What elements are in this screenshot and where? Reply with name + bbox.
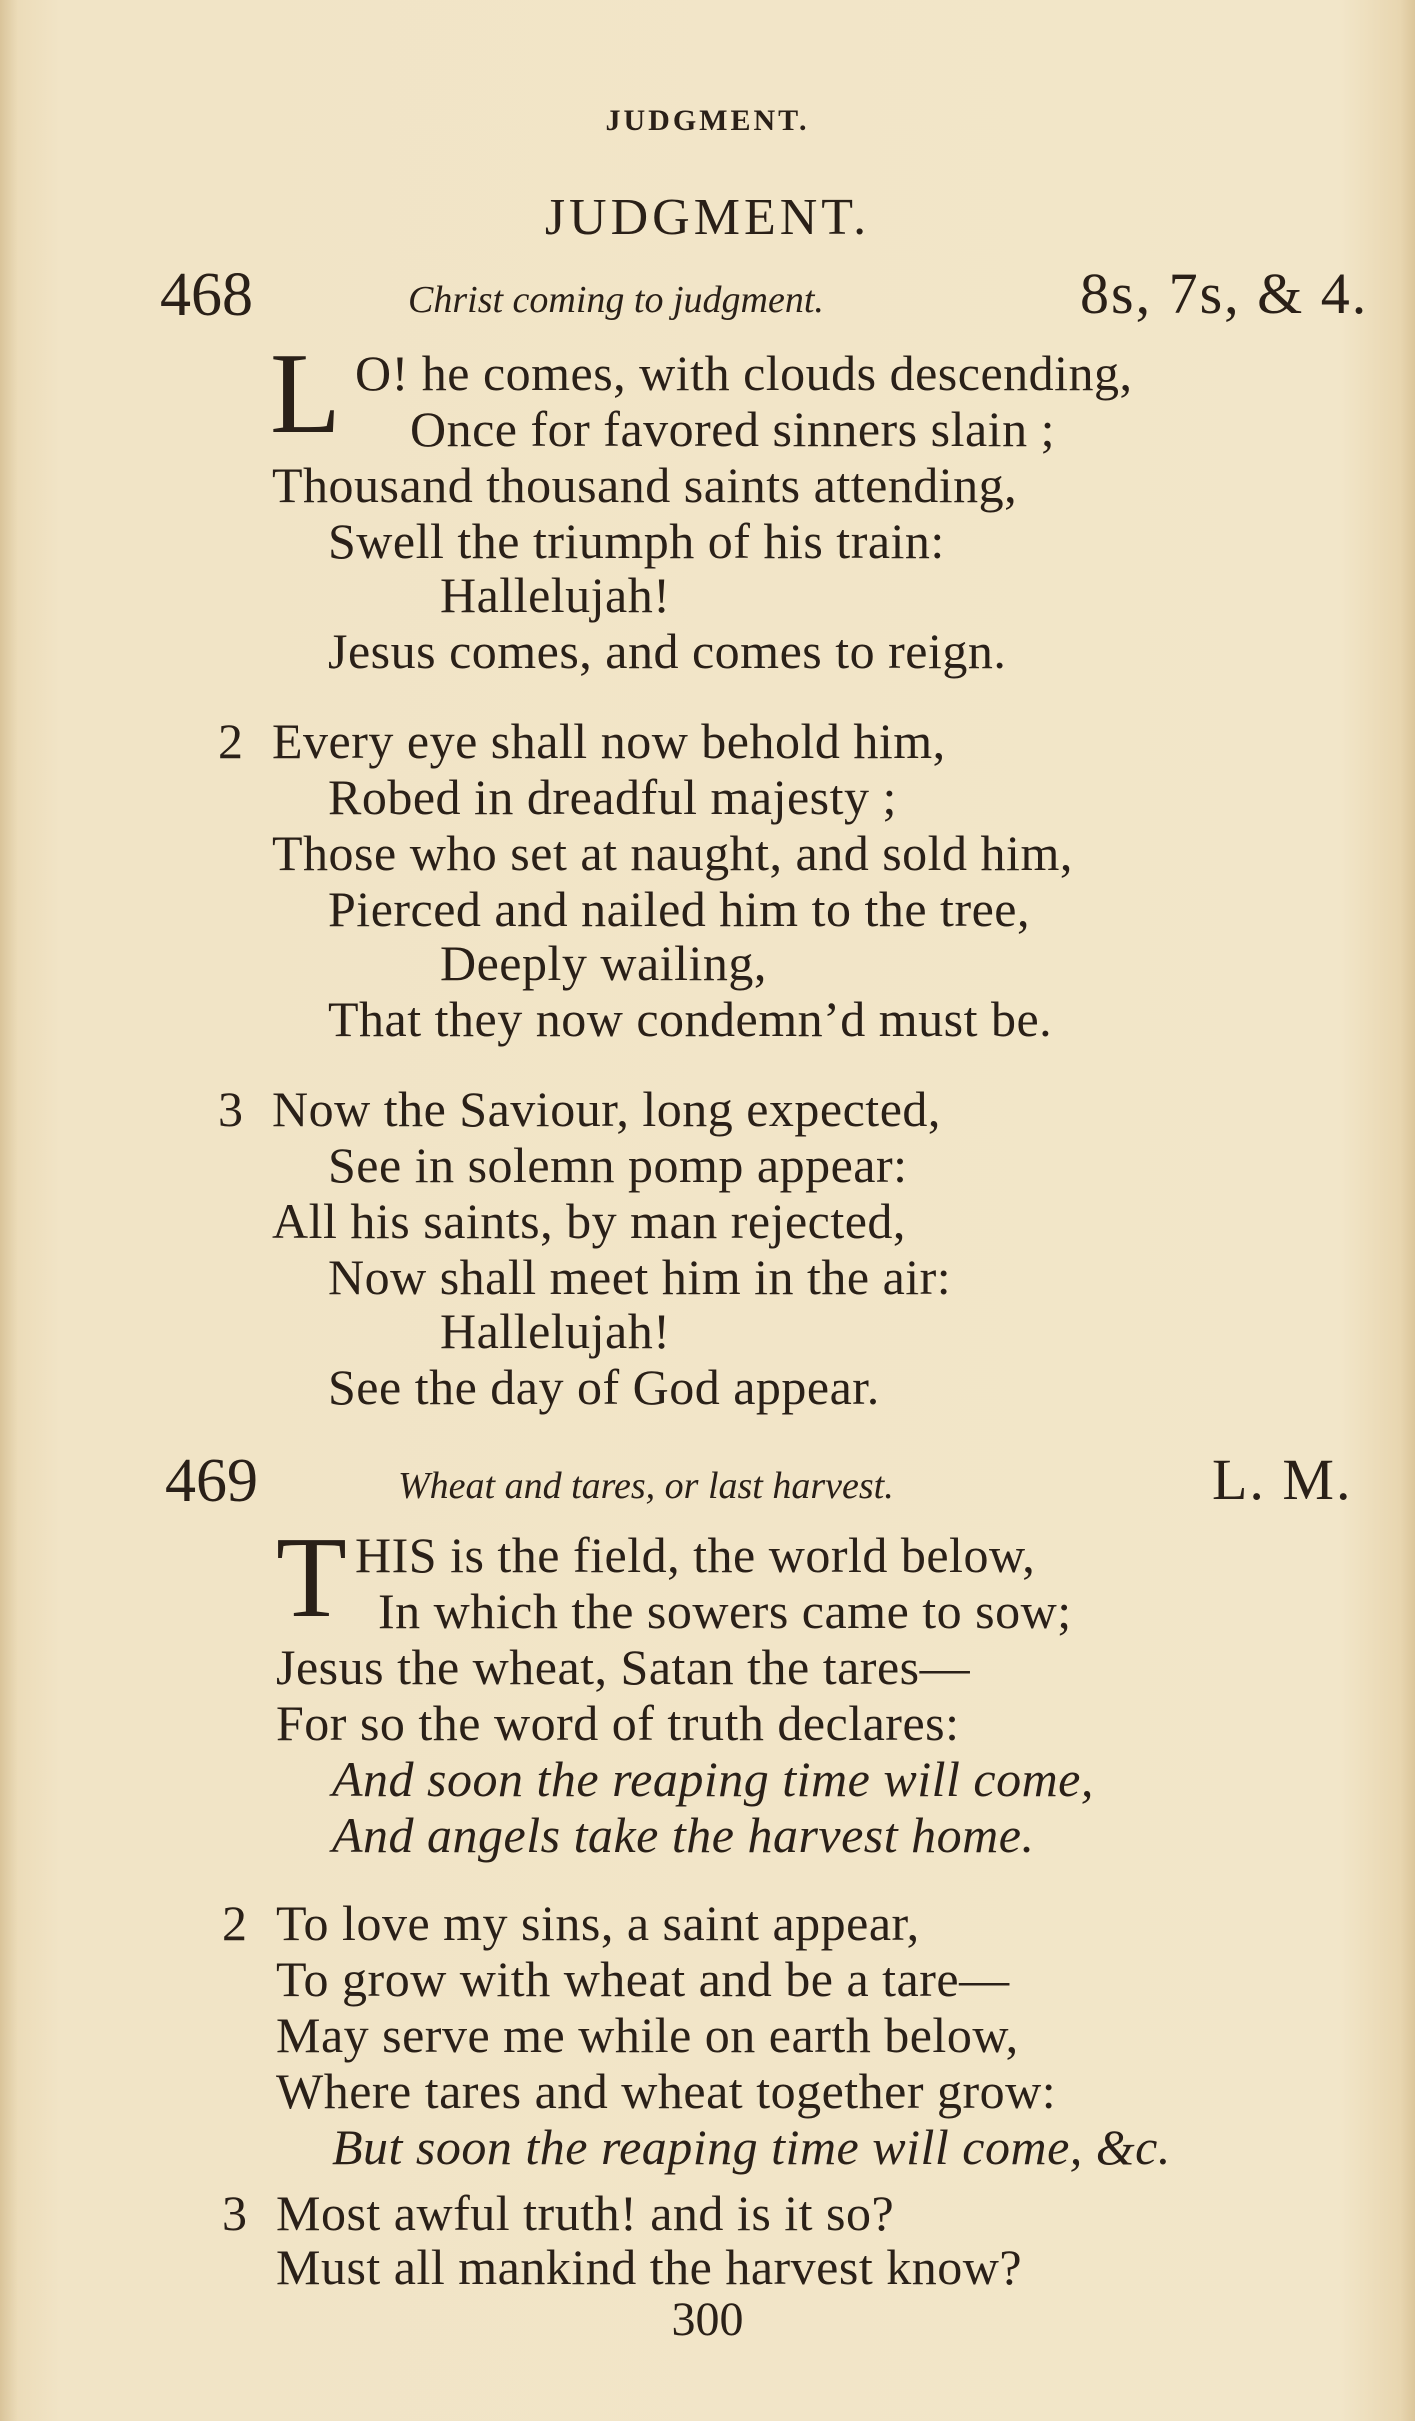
hymn-line: O! he comes, with clouds descending, [355, 345, 1133, 401]
drop-cap: T [276, 1514, 347, 1642]
hymn-line: Must all mankind the harvest know? [276, 2239, 1023, 2295]
page-number: 300 [671, 2293, 744, 2346]
section-title: JUDGMENT. [544, 189, 871, 246]
hymn-title: Wheat and tares, or last harvest. [398, 1465, 894, 1507]
hymn-line: Every eye shall now behold him, [272, 713, 946, 769]
hymn-refrain: And soon the reaping time will come, [332, 1751, 1094, 1807]
hymn-line: Jesus comes, and comes to reign. [328, 623, 1007, 679]
hymn-line: HIS is the field, the world below, [355, 1527, 1036, 1583]
hymn-line: Where tares and wheat together grow: [276, 2063, 1057, 2119]
hymn-refrain: But soon the reaping time will come, &c. [332, 2119, 1171, 2175]
hymn-line: Pierced and nailed him to the tree, [328, 881, 1030, 937]
hymn-title: Christ coming to judgment. [408, 279, 824, 321]
hymn-meter: 8s, 7s, & 4. [1080, 261, 1369, 326]
hymn-line: Jesus the wheat, Satan the tares— [276, 1639, 971, 1695]
hymn-line: To love my sins, a saint appear, [276, 1895, 920, 1951]
hymn-header [0, 258, 1415, 338]
hymn-line: May serve me while on earth below, [276, 2007, 1019, 2063]
hymn-line: Robed in dreadful majesty ; [328, 769, 897, 825]
hymn-line: That they now condemn’d must be. [328, 991, 1053, 1047]
hymn-line: Swell the triumph of his train: [328, 513, 945, 569]
hymn-refrain: And angels take the harvest home. [332, 1807, 1035, 1863]
hymn-line: In which the sowers came to sow; [378, 1583, 1072, 1639]
hymn-line: Most awful truth! and is it so? [276, 2185, 895, 2241]
hymn-line: Hallelujah! [440, 1303, 671, 1359]
running-head: JUDGMENT. [605, 104, 810, 137]
hymn-line: Hallelujah! [440, 567, 671, 623]
drop-cap: L [270, 330, 341, 458]
verse-number: 3 [222, 2185, 247, 2241]
hymn-line: See in solemn pomp appear: [328, 1137, 908, 1193]
hymn-line: Thousand thousand saints attending, [272, 457, 1018, 513]
verse-number: 2 [218, 713, 243, 769]
hymn-line: For so the word of truth declares: [276, 1695, 960, 1751]
hymn-line: Those who set at naught, and sold him, [272, 825, 1073, 881]
hymn-meter: L. M. [1212, 1447, 1353, 1512]
verse-number: 2 [222, 1895, 247, 1951]
hymn-line: Now the Saviour, long expected, [272, 1081, 941, 1137]
hymn-line: Now shall meet him in the air: [328, 1249, 952, 1305]
hymn-line: Deeply wailing, [440, 935, 767, 991]
verse-number: 3 [218, 1081, 243, 1137]
hymn-line: Once for favored sinners slain ; [410, 401, 1055, 457]
hymn-number: 469 [165, 1447, 258, 1515]
hymn-line: All his saints, by man rejected, [272, 1193, 906, 1249]
hymn-number: 468 [160, 261, 253, 329]
hymn-line: See the day of God appear. [328, 1359, 880, 1415]
hymn-header [0, 1444, 1415, 1524]
hymn-line: To grow with wheat and be a tare— [276, 1951, 1010, 2007]
